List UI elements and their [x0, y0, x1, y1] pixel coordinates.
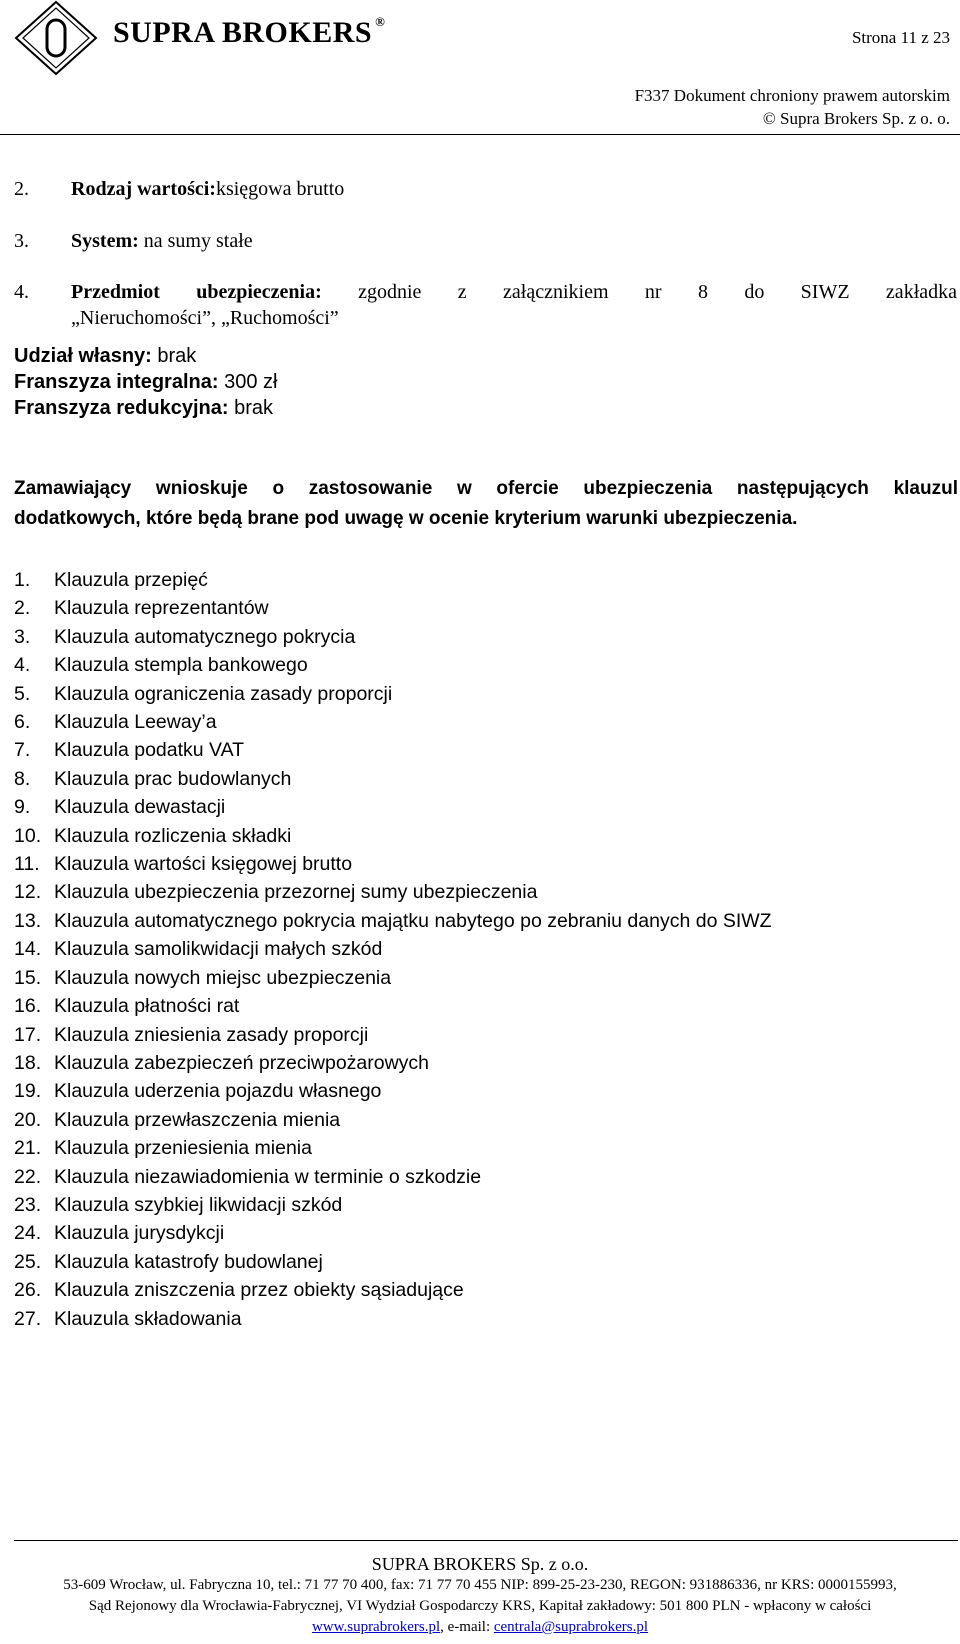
clause-text: Klauzula zniszczenia przez obiekty sąsiadujące	[54, 1279, 464, 1302]
deductibles-block	[14, 343, 277, 421]
header-divider	[0, 134, 960, 135]
footer-contact: www.suprabrokers.pl, e-mail: centrala@suprabrokers.pl	[311, 1619, 649, 1635]
clause-number: 19.	[14, 1080, 42, 1103]
integral-franchise: Franszyza integralna: 300 zł	[14, 371, 278, 393]
clause-number: 22.	[14, 1165, 42, 1188]
clause-number: 16.	[14, 995, 42, 1018]
clause-number: 8.	[14, 767, 31, 790]
clause-number: 14.	[14, 938, 42, 961]
clause-number: 13.	[14, 909, 42, 932]
clause-item	[14, 1106, 772, 1134]
clause-text: Klauzula rozliczenia składki	[54, 824, 292, 847]
clause-item	[14, 1219, 772, 1247]
clause-item	[14, 623, 772, 651]
clause-item	[14, 566, 772, 594]
clause-text: Klauzula automatycznego pokrycia	[54, 625, 356, 648]
clause-item	[14, 878, 772, 906]
clause-text: Klauzula jurysdykcji	[54, 1222, 225, 1245]
clause-text: Klauzula katastrofy budowlanej	[54, 1250, 323, 1273]
page-header	[0, 0, 960, 136]
clause-number: 12.	[14, 881, 42, 904]
clause-number: 17.	[14, 1023, 42, 1046]
clause-text: Klauzula ograniczenia zasady proporcji	[54, 682, 393, 705]
clause-number: 3.	[14, 625, 31, 648]
clause-text: Klauzula samolikwidacji małych szkód	[54, 938, 383, 961]
copyright-note: F337 Dokument chroniony prawem autorskim © Supra Brokers Sp. z o. o.	[634, 86, 950, 128]
footer-court: Sąd Rejonowy dla Wrocławia-Fabrycznej, VI Wydział Gospodarczy KRS, Kapitał zakładowy: 501 800 PLN - wpłacony w całości	[88, 1598, 872, 1614]
clause-text: Klauzula niezawiadomienia w terminie o szkodzie	[54, 1165, 482, 1188]
clause-number: 20.	[14, 1108, 42, 1131]
clause-text: Klauzula uderzenia pojazdu własnego	[54, 1080, 382, 1103]
clause-number: 26.	[14, 1279, 42, 1302]
clause-item	[14, 964, 772, 992]
clause-number: 21.	[14, 1137, 42, 1160]
clause-number: 7.	[14, 739, 31, 762]
own-share: Udział własny: brak	[14, 345, 197, 367]
website-link[interactable]: www.suprabrokers.pl	[311, 1619, 441, 1635]
clauses-list	[14, 566, 772, 1333]
clause-item	[14, 1021, 772, 1049]
clause-text: Klauzula składowania	[54, 1307, 242, 1330]
clause-number: 25.	[14, 1250, 42, 1273]
clause-text: Klauzula prac budowlanych	[54, 767, 292, 790]
clause-item	[14, 1049, 772, 1077]
page-number: Strona 11 z 23	[851, 28, 950, 47]
clause-item	[14, 907, 772, 935]
clauses-intro: Zamawiający wnioskuje o zastosowanie w ofercie ubezpieczenia następujących klauzul dodatkowych, które będą brane pod uwagę w ocenie kryterium warunki ubezpieczenia.	[14, 478, 958, 529]
clause-item	[14, 1276, 772, 1304]
clause-item	[14, 1191, 772, 1219]
clause-number: 11.	[14, 853, 40, 876]
clause-text: Klauzula podatku VAT	[54, 739, 245, 762]
clause-number: 23.	[14, 1193, 42, 1216]
email-link[interactable]: centrala@suprabrokers.pl	[493, 1619, 649, 1635]
clause-number: 27.	[14, 1307, 42, 1330]
clause-number: 24.	[14, 1222, 42, 1245]
item-subject-of-insurance: 4. Przedmiot ubezpieczenia: zgodnie z załącznikiem nr 8 do SIWZ zakładka „Nieruchomości”, „Ruchomości”	[14, 281, 957, 329]
item-valuation-type: 2. Rodzaj wartości:księgowa brutto	[14, 178, 345, 200]
clause-item	[14, 793, 772, 821]
clause-text: Klauzula szybkiej likwidacji szkód	[54, 1193, 343, 1216]
clause-item	[14, 935, 772, 963]
footer-divider	[14, 1540, 958, 1541]
item-system: 3. System: na sumy stałe	[14, 230, 253, 252]
clause-item	[14, 765, 772, 793]
clause-number: 4.	[14, 654, 31, 677]
clause-text: Klauzula zabezpieczeń przeciwpożarowych	[54, 1051, 430, 1074]
clause-item	[14, 651, 772, 679]
clause-item	[14, 1163, 772, 1191]
clause-text: Klauzula automatycznego pokrycia majątku nabytego po zebraniu danych do SIWZ	[54, 909, 772, 932]
clause-item	[14, 1248, 772, 1276]
page-footer	[0, 1553, 960, 1638]
clause-item	[14, 736, 772, 764]
clause-text: Klauzula zniesienia zasady proporcji	[54, 1023, 369, 1046]
clause-item	[14, 1077, 772, 1105]
clause-number: 6.	[14, 711, 31, 734]
clause-number: 1.	[14, 569, 31, 591]
clause-item	[14, 594, 772, 622]
clause-text: Klauzula wartości księgowej brutto	[54, 853, 353, 876]
supra-brokers-logo-icon	[14, 0, 98, 76]
clause-number: 10.	[14, 824, 42, 847]
clause-text: Klauzula stempla bankowego	[54, 654, 308, 677]
clause-text: Klauzula nowych miejsc ubezpieczenia	[54, 966, 392, 989]
clause-item	[14, 850, 772, 878]
footer-company: SUPRA BROKERS Sp. z o.o.	[371, 1554, 589, 1574]
clause-number: 18.	[14, 1051, 42, 1074]
clause-item	[14, 680, 772, 708]
clause-item	[14, 1305, 772, 1333]
clause-text: Klauzula Leeway’a	[54, 711, 217, 734]
brand-name: SUPRA BROKERS ®	[113, 14, 386, 49]
clause-text: Klauzula reprezentantów	[54, 597, 269, 620]
reductive-franchise: Franszyza redukcyjna: brak	[14, 397, 273, 419]
clause-text: Klauzula przepięć	[54, 569, 208, 591]
clause-text: Klauzula ubezpieczenia przezornej sumy ubezpieczenia	[54, 881, 538, 904]
clause-text: Klauzula dewastacji	[54, 796, 226, 819]
clause-item	[14, 708, 772, 736]
clause-item	[14, 1134, 772, 1162]
footer-address: 53-609 Wrocław, ul. Fabryczna 10, tel.: 71 77 70 400, fax: 71 77 70 455 NIP: 899-25-23-230, REGON: 931886336, nr KRS: 0000155993,	[63, 1577, 897, 1593]
clause-item	[14, 822, 772, 850]
clause-text: Klauzula przeniesienia mienia	[54, 1137, 312, 1160]
clause-text: Klauzula płatności rat	[54, 995, 240, 1018]
clause-number: 15.	[14, 966, 42, 989]
clause-number: 2.	[14, 597, 31, 620]
clause-number: 9.	[14, 796, 31, 819]
clause-item	[14, 992, 772, 1020]
clause-number: 5.	[14, 682, 31, 705]
clause-text: Klauzula przewłaszczenia mienia	[54, 1108, 341, 1131]
